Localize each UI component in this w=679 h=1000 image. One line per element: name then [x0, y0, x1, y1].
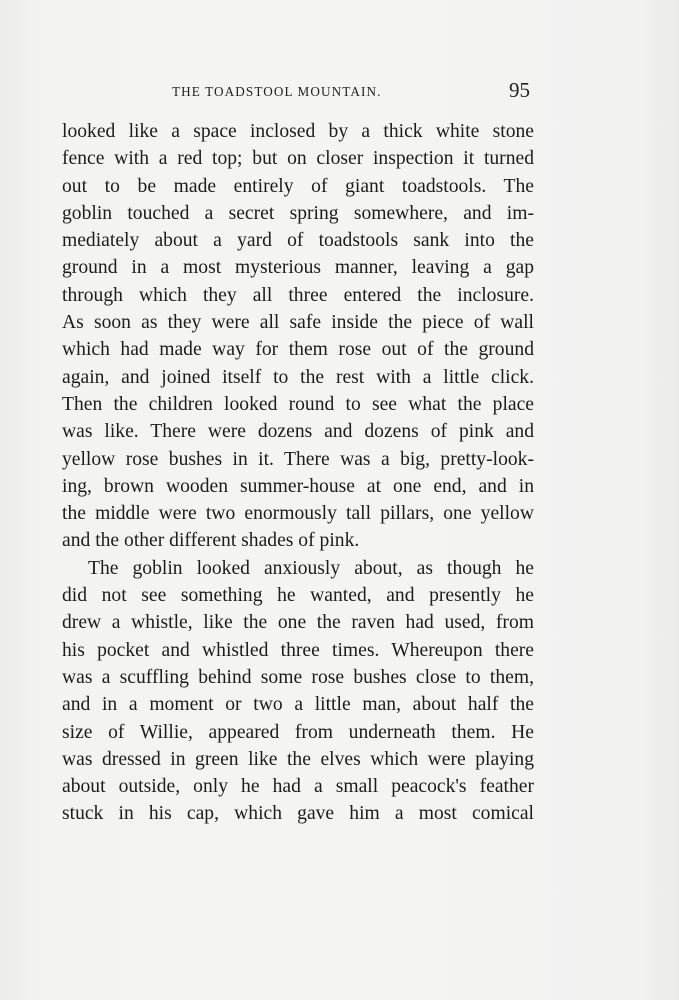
paragraph-2	[62, 555, 534, 828]
text-line: As soon as they were all safe inside the piece of wall	[62, 312, 534, 334]
text-line: drew a whistle, like the one the raven had used, from	[62, 612, 534, 634]
text-line: looked like a space inclosed by a thick white stone	[62, 121, 534, 142]
text-line: ing, brown wooden summer-house at one end, and in	[62, 475, 534, 497]
running-head: THE TOADSTOOL MOUNTAIN.	[172, 84, 382, 99]
text-line: did not see something he wanted, and presently he	[62, 585, 534, 607]
text-line: again, and joined itself to the rest with a little click.	[62, 366, 534, 388]
text-line: Then the children looked round to see what the place	[62, 393, 534, 415]
text-line: was a scuffling behind some rose bushes close to them,	[62, 666, 534, 688]
text-line: and the other different shades of pink.	[62, 530, 360, 552]
text-line: and in a moment or two a little man, about half the	[62, 694, 534, 716]
text-line: was like. There were dozens and dozens of pink and	[62, 421, 534, 443]
paragraph-1	[62, 118, 534, 555]
text-line: The goblin looked anxiously about, as though he	[88, 557, 534, 579]
text-line: through which they all three entered the inclosure.	[62, 284, 534, 306]
text-line: size of Willie, appeared from underneath them. He	[62, 721, 534, 743]
text-line: goblin touched a secret spring somewhere, and im-	[62, 202, 534, 224]
text-line: was dressed in green like the elves which were playing	[62, 748, 534, 770]
text-line: out to be made entirely of giant toadstools. The	[62, 175, 534, 197]
page-number: 95	[509, 78, 530, 102]
text-line: his pocket and whistled three times. Whereupon there	[62, 639, 534, 661]
text-line: about outside, only he had a small peacock's feather	[62, 776, 534, 798]
text-line: stuck in his cap, which gave him a most comical	[62, 803, 534, 825]
text-line: fence with a red top; but on closer inspection it turned	[62, 148, 534, 170]
page-header	[62, 78, 534, 108]
text-line: ground in a most mysterious manner, leaving a gap	[62, 257, 534, 279]
text-line: yellow rose bushes in it. There was a big, pretty-look-	[62, 448, 534, 470]
text-line: which had made way for them rose out of the ground	[62, 339, 534, 361]
text-line: mediately about a yard of toadstools sank into the	[62, 230, 534, 252]
body-text	[62, 118, 534, 828]
text-line: the middle were two enormously tall pillars, one yellow	[62, 503, 534, 525]
